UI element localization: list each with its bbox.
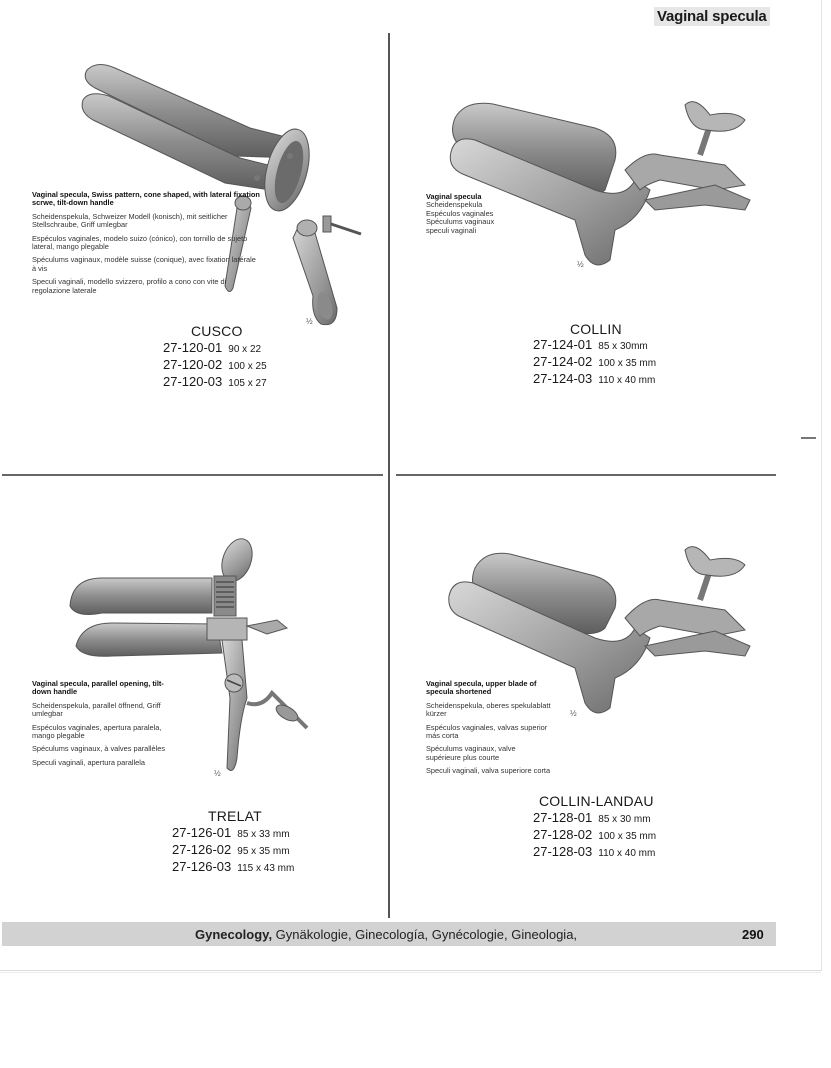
item-size: 100 x 35 mm bbox=[598, 831, 657, 842]
variant-row bbox=[163, 340, 267, 357]
description-en: Vaginal specula, Swiss pattern, cone shaped, with lateral fixation scrwe, tilt-down handle bbox=[32, 190, 260, 208]
footer-category-rest: Gynäkologie, Ginecología, Gynécologie, Gineologia, bbox=[272, 927, 578, 942]
item-size: 85 x 30mm bbox=[598, 341, 648, 352]
footer-category bbox=[195, 927, 577, 942]
item-size: 100 x 25 bbox=[228, 361, 267, 372]
description-es: Espéculos vaginales, valvas superior más corta bbox=[426, 722, 548, 741]
item-size: 105 x 27 bbox=[228, 378, 267, 389]
variant-row bbox=[533, 354, 656, 371]
scale-label: ½ bbox=[214, 769, 221, 778]
variant-row bbox=[533, 371, 656, 388]
description-de: Scheidenspekula bbox=[426, 200, 483, 210]
item-code: 27-120-03 bbox=[163, 374, 223, 389]
product-name: CUSCO bbox=[191, 323, 243, 339]
item-size: 115 x 43 mm bbox=[237, 863, 295, 874]
item-size: 90 x 22 bbox=[228, 344, 262, 355]
scale-label: ½ bbox=[577, 260, 584, 269]
item-code: 27-128-01 bbox=[533, 810, 593, 825]
page-footer bbox=[2, 922, 776, 946]
item-code: 27-126-03 bbox=[172, 859, 232, 874]
description-en: Vaginal specula, parallel opening, tilt-down handle bbox=[32, 679, 164, 697]
variant-row bbox=[172, 825, 294, 842]
collin-description bbox=[426, 193, 546, 235]
trelat-description bbox=[32, 680, 172, 772]
item-code: 27-120-01 bbox=[163, 340, 223, 355]
item-size: 100 x 35 mm bbox=[598, 358, 657, 369]
item-size: 85 x 33 mm bbox=[237, 829, 290, 840]
variant-row bbox=[533, 337, 656, 354]
product-name: COLLIN-LANDAU bbox=[539, 793, 654, 809]
horizontal-divider-left bbox=[2, 474, 383, 476]
description-es: Espéculos vaginales, apertura paralela, mango plegable bbox=[32, 722, 162, 741]
variant-row bbox=[163, 357, 267, 374]
item-size: 85 x 30 mm bbox=[598, 814, 651, 825]
variant-list bbox=[533, 337, 656, 388]
variant-row bbox=[533, 810, 656, 827]
variant-row bbox=[533, 827, 656, 844]
description-en: Vaginal specula, upper blade of specula shortened bbox=[426, 679, 537, 697]
description-it: Speculi vaginali, apertura parallela bbox=[32, 757, 145, 767]
margin-mark bbox=[801, 437, 816, 439]
variant-row bbox=[172, 842, 294, 859]
page-edge bbox=[0, 972, 821, 973]
scale-label: ½ bbox=[570, 709, 577, 718]
description-es: Espéculos vaginales, modelo suizo (cónico), con tornillo de sujeto lateral, mango plegable bbox=[32, 233, 248, 252]
item-code: 27-126-01 bbox=[172, 825, 232, 840]
variant-row bbox=[163, 374, 267, 391]
description-fr: Spéculums vaginaux bbox=[426, 217, 495, 227]
description-de: Scheidenspekula, oberes spekulablatt kürzer bbox=[426, 700, 551, 719]
description-it: speculi vaginali bbox=[426, 225, 477, 235]
description-fr: Spéculums vaginaux, à valves parallèles bbox=[32, 744, 166, 754]
description-de: Scheidenspekula, parallel öffnend, Griff umlegbar bbox=[32, 700, 161, 719]
item-code: 27-128-03 bbox=[533, 844, 593, 859]
variant-list bbox=[163, 340, 267, 391]
variant-list bbox=[172, 825, 294, 876]
description-fr: Spéculums vaginaux, modèle suisse (conique), avec fixation latérale à vis bbox=[32, 255, 256, 273]
item-size: 110 x 40 mm bbox=[598, 375, 656, 386]
description-fr: Spéculums vaginaux, valve supérieure plus courte bbox=[426, 744, 516, 762]
horizontal-divider-right bbox=[396, 474, 776, 476]
product-name: COLLIN bbox=[570, 321, 622, 337]
variant-row bbox=[172, 859, 294, 876]
description-en: Vaginal specula bbox=[426, 192, 482, 201]
description-es: Espéculos vaginales bbox=[426, 208, 494, 218]
item-code: 27-120-02 bbox=[163, 357, 223, 372]
description-it: Speculi vaginali, modello svizzero, profilo a cono con vite di regolazione laterale bbox=[32, 277, 227, 295]
collin-speculum-illustration bbox=[445, 90, 780, 270]
section-title: Vaginal specula bbox=[654, 7, 770, 26]
footer-category-bold: Gynecology, bbox=[195, 927, 273, 942]
item-code: 27-126-02 bbox=[172, 842, 232, 857]
item-code: 27-124-03 bbox=[533, 371, 593, 386]
scale-label: ½ bbox=[306, 317, 313, 326]
item-code: 27-128-02 bbox=[533, 827, 593, 842]
item-code: 27-124-01 bbox=[533, 337, 593, 352]
cusco-description bbox=[32, 191, 262, 300]
item-size: 110 x 40 mm bbox=[598, 848, 656, 859]
variant-row bbox=[533, 844, 656, 861]
variant-list bbox=[533, 810, 656, 861]
vertical-divider bbox=[388, 33, 390, 918]
item-code: 27-124-02 bbox=[533, 354, 593, 369]
product-name: TRELAT bbox=[208, 808, 262, 824]
item-size: 95 x 35 mm bbox=[237, 846, 290, 857]
description-it: Speculi vaginali, valva superiore corta bbox=[426, 766, 551, 776]
page-number: 290 bbox=[742, 927, 764, 942]
collin-landau-description bbox=[426, 680, 551, 781]
description-de: Scheidenspekula, Schweizer Modell (konisch), mit seitlicher Stellschraube, Griff umlegbar bbox=[32, 211, 228, 230]
